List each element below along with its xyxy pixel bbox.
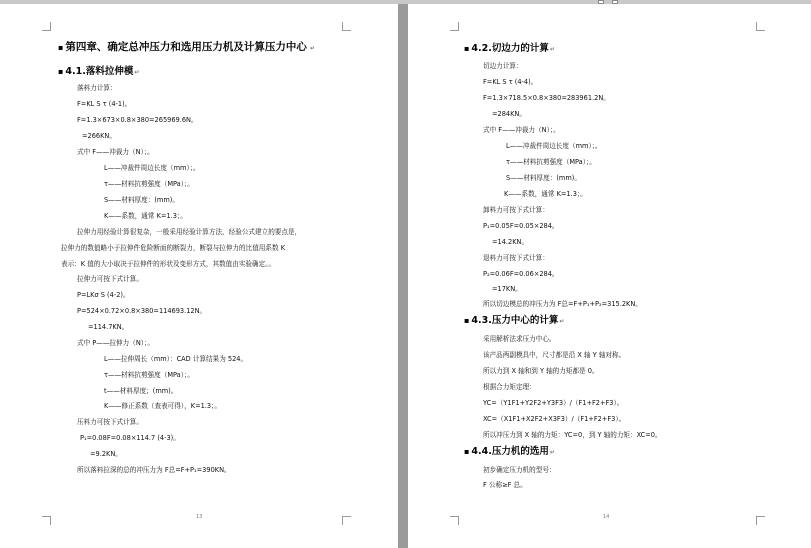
chapter-title: 第四章、确定总冲压力和选用压力机及计算压力中心 (65, 41, 307, 53)
formula-line: F=KL S τ (4-1)。 (77, 100, 132, 108)
summary-line: 所以落料拉深的总的冲压力为 F总=F+P₁=390KN。 (77, 466, 231, 474)
section-heading: ▪ 4.4.压力机的选用↵ (464, 446, 555, 457)
paragraph-line: 拉伸力的数值略小于拉伸件危险断面的断裂力，断裂与拉伸力的比值用系数 K (61, 244, 286, 252)
result-line: =17KN。 (492, 285, 522, 293)
section-title: 4.4.压力机的选用 (471, 446, 549, 457)
formula-line: F=1.3×718.5×0.8×380=283961.2N。 (483, 94, 610, 102)
legend-line: 式中 P——拉伸力（N）；。 (77, 339, 154, 347)
document-page-right (408, 4, 811, 548)
legend-line: S——材料厚度：(mm)。 (104, 196, 179, 204)
section-title: 4.3.压力中心的计算 (471, 315, 559, 326)
crop-mark (450, 516, 459, 525)
legend-line: K——修正系数（查表可得），K=1.3；。 (104, 402, 221, 410)
legend-line: τ——材料抗剪强度（MPa）；。 (104, 180, 194, 188)
crop-mark (756, 22, 765, 31)
body-line: 该产品两副模具中，尺寸都是沿 X 轴 Y 轴对称。 (483, 351, 626, 359)
body-line: 切边力计算： (483, 62, 523, 70)
chapter-heading: ▪ 第四章、确定总冲压力和选用压力机及计算压力中心 ↵ (58, 41, 316, 53)
formula-line: YC=（Y1F1+Y2F2+Y3F3）/（F1+F2+F3）。 (483, 399, 624, 407)
section-title: 4.2.切边力的计算 (471, 43, 549, 54)
result-line: =266KN。 (82, 132, 116, 140)
legend-line: K——系数，通常 K=1.3；。 (104, 212, 187, 220)
body-line: 采用解析法求压力中心。 (483, 335, 556, 343)
crop-mark (42, 516, 51, 525)
crop-mark (450, 22, 459, 31)
crop-mark (756, 516, 765, 525)
crop-mark (342, 516, 351, 525)
body-line: 初步确定压力机的型号： (483, 466, 556, 474)
section-heading: ▪ 4.2.切边力的计算↵ (464, 43, 555, 54)
result-line: =14.2KN。 (492, 238, 529, 246)
legend-line: K——系数，通常 K=1.3；。 (504, 190, 587, 198)
paragraph-line: 拉伸力用经验计算很复杂，一般采用经验计算方法，经验公式建立的要点是， (77, 228, 302, 236)
document-page-left (0, 4, 398, 548)
legend-line: 式中 F——冲裁力（N）；。 (483, 126, 560, 134)
legend-line: τ——材料抗剪强度（MPa）；。 (104, 371, 194, 379)
body-line: 落料力计算： (77, 84, 117, 92)
formula-line: P=524×0.72×0.8×380=114693.12N。 (77, 307, 207, 315)
summary-line: 所以切边模总的冲压力为 F总=F+P₁+P₂=315.2KN。 (483, 300, 642, 308)
section-title: 4.1.落料拉伸模 (65, 66, 134, 77)
crop-mark (342, 22, 351, 31)
page-number: 13 (196, 514, 203, 520)
body-line: 卸料力可按下式计算： (483, 206, 549, 214)
body-line: 压料力可按下式计算。 (77, 418, 143, 426)
legend-line: L——冲裁件周边长度（mm）；。 (104, 164, 200, 172)
section-heading: ▪ 4.3.压力中心的计算↵ (464, 315, 565, 326)
formula-line: XC=（X1F1+X2F2+X3F3）/（F1+F2+F3）。 (483, 415, 626, 423)
body-line: 根据合力矩定理： (483, 383, 536, 391)
crop-mark (42, 22, 51, 31)
formula-line: P=LKσ S (4-2)。 (77, 291, 130, 299)
legend-line: 式中 F——冲裁力（N）；。 (77, 148, 154, 156)
body-line: 退料力可按下式计算： (483, 254, 549, 262)
legend-line: t——材料厚度；(mm)。 (104, 387, 178, 395)
formula-line: P₂=0.06F=0.06×284。 (483, 270, 559, 278)
formula-line: F=KL S τ (4-4)。 (483, 78, 538, 86)
formula-line: F=1.3×673×0.8×380=265969.6N。 (77, 116, 198, 124)
page-number: 14 (603, 514, 610, 520)
legend-line: S——材料厚度：(mm)。 (506, 174, 581, 182)
paragraph-line: 表示：K 值的大小取决于拉伸件的形状及变形方式，其数值由实验确定。。 (61, 260, 276, 268)
legend-line: L——拉伸周长（mm）：CAD 计算结果为 524。 (104, 355, 248, 363)
body-line: F 公称≥F 总。 (483, 481, 527, 489)
result-line: =9.2KN。 (90, 450, 122, 458)
body-line: 所以力到 X 轴和到 Y 轴的力矩都是 0。 (483, 367, 599, 375)
formula-line: P₁=0.08F=0.08×114.7 (4-3)。 (80, 434, 180, 442)
summary-line: 所以冲压力到 X 轴的力矩：YC=0，到 Y 轴的力矩：XC=0。 (483, 431, 662, 439)
result-line: =284KN。 (492, 110, 526, 118)
legend-line: L——冲裁件周边长度（mm）；。 (506, 142, 602, 150)
section-heading: ▪ 4.1.落料拉伸模↵ (58, 66, 140, 77)
result-line: =114.7KN。 (88, 323, 129, 331)
formula-line: P₁=0.05F=0.05×284。 (483, 222, 559, 230)
body-line: 拉伸力可按下式计算。 (77, 275, 143, 283)
legend-line: τ——材料抗剪强度（MPa）；。 (506, 158, 596, 166)
